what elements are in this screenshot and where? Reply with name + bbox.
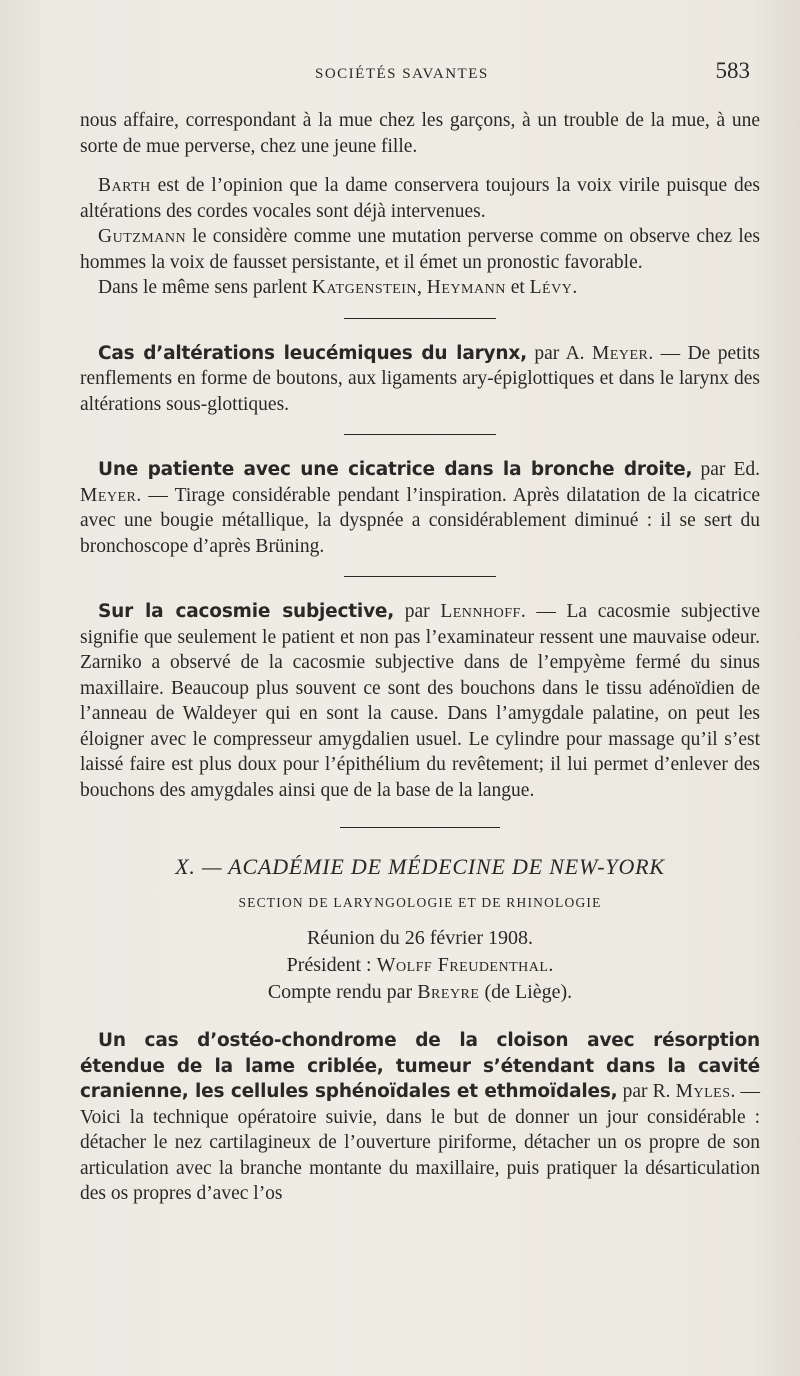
report-label: Compte rendu par	[267, 981, 418, 1003]
article-title: Une patiente avec une cicatrice dans la bronche droite,	[98, 459, 693, 480]
byline: par Ed.	[692, 459, 760, 480]
page-body	[80, 108, 760, 1207]
section-divider	[344, 576, 496, 577]
section-divider	[344, 318, 496, 319]
separator: ,	[417, 277, 427, 298]
article-title: Cas d’altérations leucémiques du larynx,	[98, 342, 527, 364]
byline: par	[394, 601, 441, 622]
article-bronchial-scar	[80, 457, 760, 559]
paragraph-text: le considère comme une mutation perverse comme on observe chez les hommes la voix de fausset persistante, et il émet un pronostic favorable.	[80, 226, 760, 273]
article-text: . — Voici la technique opératoire suivie, dans le but de donner un jour considérable : détacher le nez cartilagineux de l’ouverture piriforme, détacher un os propre de son articulation avec la branche montante du maxillaire, puis pratiquer la désarticulation des os propres d’avec l’os	[80, 1081, 761, 1204]
conjunction: et	[505, 277, 530, 298]
author-name: Lennhoff	[440, 601, 521, 622]
person-name: Katgenstein	[311, 277, 418, 298]
article-title: Un cas d’ostéo-chondrome de la cloison avec résorption étendue de la lame criblée, tumeur s’étendant dans la cavité cranienne, les cellules sphénoïdales et ethmoïdales,	[80, 1030, 760, 1102]
article-leucemic-larynx	[80, 341, 760, 418]
person-name: Heymann	[426, 277, 506, 298]
byline: par R.	[617, 1081, 676, 1102]
person-name: Lévy	[529, 277, 573, 298]
author-name: Meyer	[591, 342, 649, 364]
paragraph-gutzmann	[80, 224, 760, 275]
running-head: SOCIÉTÉS SAVANTES	[315, 66, 489, 82]
president-name: Wolff Freudenthal	[376, 954, 549, 976]
byline: par A.	[526, 342, 592, 364]
article-text: . — Tirage considérable pendant l’inspiration. Après dilatation de la cicatrice avec une bougie métallique, la dyspnée a considérablement diminué : il se sert du bronchoscope d’après Brüning.	[80, 484, 760, 557]
reporter-name: Breyre	[417, 981, 480, 1003]
period: .	[572, 277, 578, 298]
paragraph-continuation: nous affaire, correspondant à la mue chez les garçons, à un trouble de la mue, à une sorte de mue perverse, chez une jeune fille.	[80, 110, 760, 157]
article-osteo-chondroma	[80, 1028, 760, 1207]
paragraph-text: est de l’opinion que la dame conservera toujours la voix virile puisque des altérations des cordes vocales sont déjà intervenues.	[80, 175, 760, 222]
meeting-president	[80, 952, 760, 979]
section-subheading: SECTION DE LARYNGOLOGIE ET DE RHINOLOGIE	[238, 894, 602, 910]
page-header	[75, 58, 750, 88]
person-name: Barth	[98, 175, 151, 196]
section-heading: X. — ACADÉMIE DE MÉDECINE DE NEW-YORK	[175, 854, 665, 879]
article-cacosmia	[80, 599, 760, 803]
article-title: Sur la cacosmie subjective,	[98, 601, 395, 622]
period: .	[548, 954, 554, 976]
meeting-report	[80, 979, 760, 1006]
report-location: (de Liège).	[479, 981, 573, 1003]
president-label: Président :	[286, 954, 377, 976]
paragraph-barth	[80, 173, 760, 224]
author-name: Myles	[675, 1081, 731, 1102]
page-number: 583	[715, 58, 750, 83]
meeting-date: Réunion du 26 février 1908.	[306, 927, 534, 949]
article-text: . — La cacosmie subjective signifie que seulement le patient et non pas l’examinateur ressent une mauvaise odeur. Zarniko a observé de la cacosmie subjective dans de l’empyème fermé du sinus maxillaire. Beaucoup plus souvent ce sont des bouchons dans le tissu adénoïdien de l’anneau de Waldeyer qui en sont la cause. Dans l’amygdale palatine, on peut les éloigner avec le compresseur amygdalien usuel. Le cylindre pour massage qu’il s’est laissé faire est plus doux pour l’épithélium du revêtement; il lui permet d’enlever des bouchons des amygdales ainsi que de la base de la langue.	[80, 601, 760, 801]
section-divider	[344, 434, 496, 435]
person-name: Gutzmann	[98, 226, 187, 247]
author-name: Meyer	[80, 484, 137, 506]
paragraph-text: Dans le même sens parlent	[98, 277, 312, 298]
section-divider	[340, 827, 500, 828]
article-text: . — De petits renflements en forme de boutons, aux ligaments ary-épiglottiques et dans le larynx des altérations sous-glottiques.	[80, 342, 761, 415]
paragraph-same-sense	[80, 275, 760, 301]
